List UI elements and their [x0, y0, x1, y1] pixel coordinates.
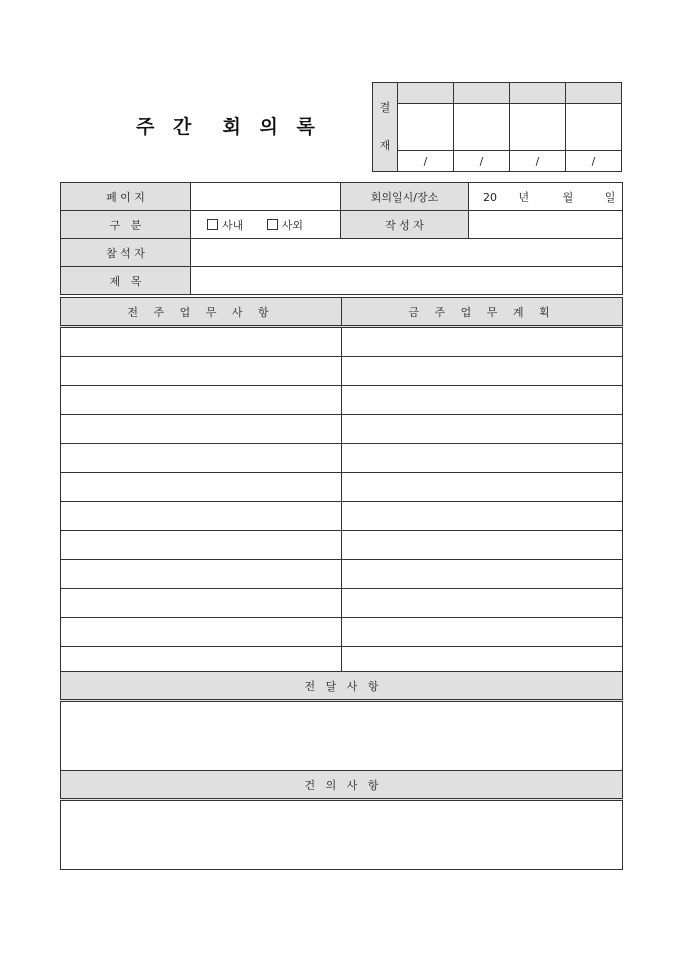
page-value-field[interactable]: [191, 183, 341, 211]
last-week-row[interactable]: [61, 327, 342, 357]
last-week-row[interactable]: [61, 415, 342, 444]
approval-box: [372, 82, 622, 172]
suggestions-header: 건 의 사 항: [61, 771, 623, 800]
subject-field[interactable]: [191, 267, 623, 295]
approval-date-cell[interactable]: /: [510, 151, 566, 172]
last-week-row[interactable]: [61, 618, 342, 647]
date-day-unit: 일: [604, 190, 616, 204]
last-week-row[interactable]: [61, 502, 342, 531]
this-week-row[interactable]: [342, 618, 623, 647]
subject-label: 제 목: [61, 267, 191, 295]
approval-date-cell[interactable]: /: [566, 151, 622, 172]
meeting-datetime-label: 회의일시/장소: [341, 183, 469, 211]
approval-sign-cell[interactable]: [510, 104, 566, 151]
approval-title-cell[interactable]: [398, 83, 454, 104]
this-week-row[interactable]: [342, 502, 623, 531]
last-week-row[interactable]: [61, 589, 342, 618]
last-week-row[interactable]: [61, 473, 342, 502]
option-internal[interactable]: [207, 217, 243, 233]
this-week-row[interactable]: [342, 589, 623, 618]
category-label: 구 분: [61, 211, 191, 239]
this-week-row[interactable]: [342, 560, 623, 589]
last-week-row[interactable]: [61, 386, 342, 415]
approval-sign-cell[interactable]: [454, 104, 510, 151]
page-label: 페 이 지: [61, 183, 191, 211]
this-week-header: 금 주 업 무 계 획: [342, 298, 623, 327]
notices-table: [60, 671, 623, 870]
form-title: 주 간 회 의 록: [136, 116, 321, 138]
approval-label-bottom: 재: [379, 139, 391, 152]
meeting-form: [60, 182, 623, 295]
option-external[interactable]: [267, 217, 303, 233]
date-year: 20: [483, 190, 497, 204]
approval-label-top: 결: [379, 101, 391, 114]
weekly-work-table: [60, 297, 623, 676]
approval-title-cell[interactable]: [510, 83, 566, 104]
meeting-date-field[interactable]: [469, 183, 623, 211]
date-year-unit: 년: [518, 190, 530, 204]
option-external-label: 사외: [281, 218, 304, 232]
approval-sign-cell[interactable]: [398, 104, 454, 151]
writer-label: 작 성 자: [341, 211, 469, 239]
approval-title-cell[interactable]: [454, 83, 510, 104]
checkbox-internal[interactable]: [207, 219, 218, 230]
option-internal-label: 사내: [222, 218, 244, 232]
this-week-row[interactable]: [342, 444, 623, 473]
this-week-row[interactable]: [342, 415, 623, 444]
last-week-row[interactable]: [61, 531, 342, 560]
approval-date-cell[interactable]: /: [454, 151, 510, 172]
last-week-row[interactable]: [61, 444, 342, 473]
approval-title-cell[interactable]: [566, 83, 622, 104]
approval-date-cell[interactable]: /: [398, 151, 454, 172]
notices-field[interactable]: [61, 701, 623, 771]
last-week-row[interactable]: [61, 357, 342, 386]
checkbox-external[interactable]: [267, 219, 278, 230]
category-options: [191, 211, 341, 239]
suggestions-field[interactable]: [61, 800, 623, 870]
this-week-row[interactable]: [342, 473, 623, 502]
attendees-label: 참 석 자: [61, 239, 191, 267]
this-week-row[interactable]: [342, 531, 623, 560]
date-month-unit: 월: [562, 190, 574, 204]
this-week-row[interactable]: [342, 327, 623, 357]
last-week-row[interactable]: [61, 560, 342, 589]
this-week-row[interactable]: [342, 386, 623, 415]
attendees-field[interactable]: [191, 239, 623, 267]
approval-sign-cell[interactable]: [566, 104, 622, 151]
approval-label: [373, 83, 398, 172]
notices-header: 전 달 사 항: [61, 672, 623, 701]
last-week-header: 전 주 업 무 사 항: [61, 298, 342, 327]
this-week-row[interactable]: [342, 357, 623, 386]
writer-field[interactable]: [469, 211, 623, 239]
